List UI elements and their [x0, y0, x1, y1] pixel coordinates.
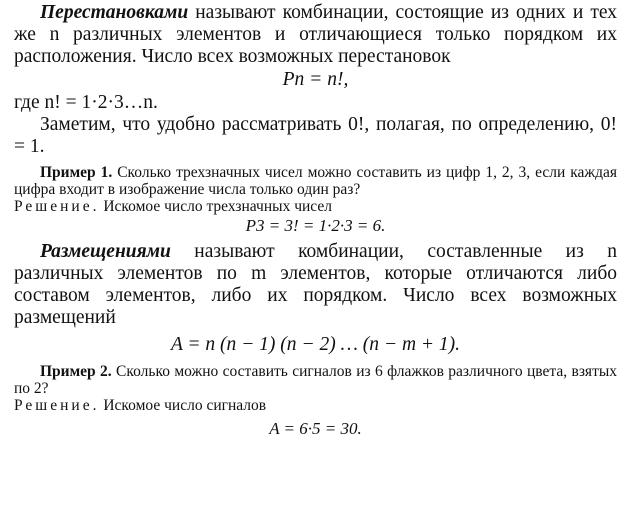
- example-2-problem: [14, 363, 617, 397]
- arrangements-formula: [14, 333, 617, 357]
- example-2-solution-text: Искомое число сигналов: [99, 397, 267, 414]
- example-2-text: Сколько можно составить сигналов из 6 флажков различного цвета, взятых по 2?: [14, 363, 618, 397]
- permutations-definition: [14, 2, 617, 68]
- example-2-solution-label: Решение.: [14, 397, 100, 414]
- example-2-solution: [14, 397, 617, 414]
- example-1-solution-label: Решение.: [14, 198, 100, 215]
- example-1-formula: P3 = 3! = 1·2·3 = 6.: [245, 216, 386, 235]
- arrangements-definition-text: называют комбинации, составленные из n различных элементов по m элементов, которые отличаются либо составом элементов, либо их порядком. Число всех возможных размещений: [14, 241, 617, 328]
- term-permutations: Перестановками: [40, 2, 189, 23]
- example-1-solution-text: Искомое число трехзначных чисел: [99, 198, 332, 215]
- example-2-label: Пример 2.: [40, 363, 112, 380]
- example-2-formula: A = 6·5 = 30.: [269, 419, 362, 438]
- arrangements-definition: [14, 241, 617, 329]
- example-1-label: Пример 1.: [40, 164, 113, 181]
- permutations-formula: [14, 68, 617, 92]
- zero-factorial-note: Заметим, что удобно рассматривать 0!, полагая, по определению, 0! = 1.: [14, 114, 617, 157]
- arrangements-formula-text: A = n (n − 1) (n − 2) … (n − m + 1).: [170, 334, 461, 355]
- example-1-text: Сколько трехзначных чисел можно составить из цифр 1, 2, 3, если каждая цифра входит в изображение числа только один раз?: [14, 164, 617, 198]
- example-1-problem: [14, 164, 617, 198]
- term-arrangements: Размещениями: [40, 241, 171, 262]
- permutations-definition-text: называют комбинации, состоящие из одних и тех же n различных элементов и отличающиеся только порядком их расположения. Число всех возможных перестановок: [14, 2, 617, 67]
- factorial-definition: где n! = 1·2·3…n.: [14, 92, 158, 113]
- example-1-solution: [14, 198, 617, 215]
- permutations-formula-text: Pn = n!,: [282, 69, 349, 90]
